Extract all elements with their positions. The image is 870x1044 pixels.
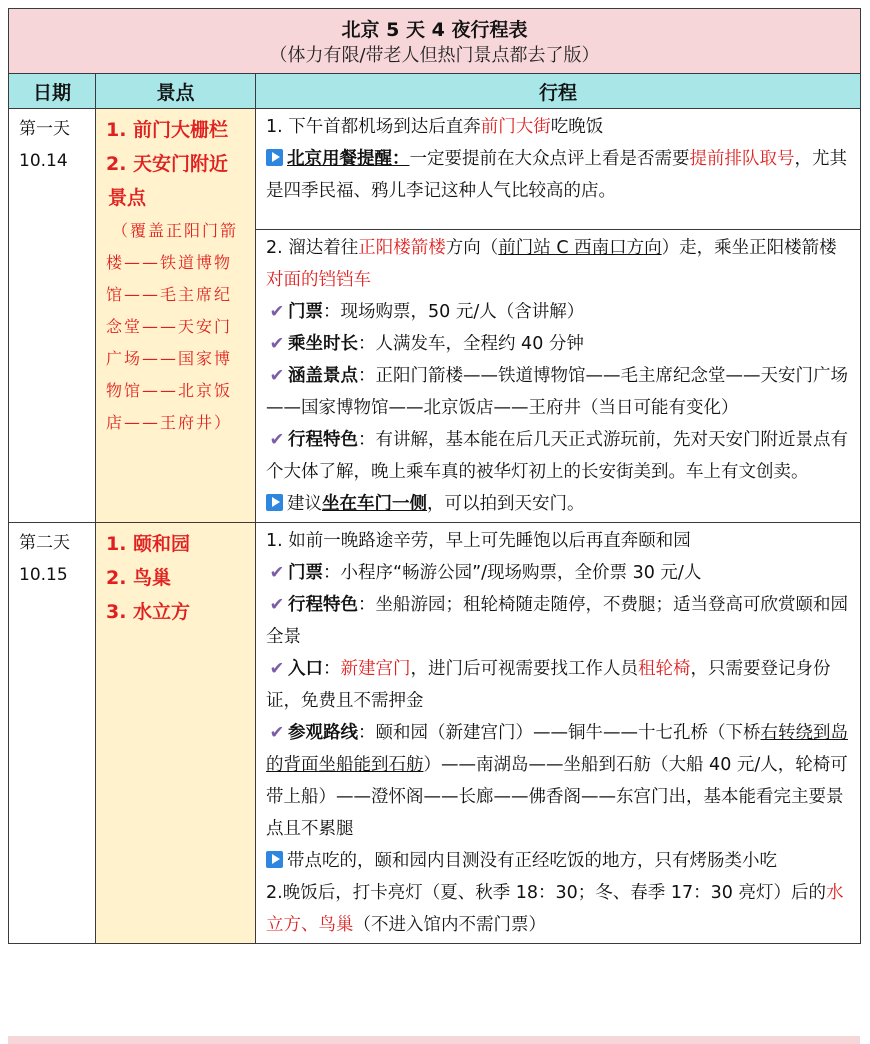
text: 2.晚饭后，打卡亮灯（夏、秋季 18：30；冬、春季 17：30 亮灯）后的 xyxy=(266,883,826,903)
tip-label: 北京用餐提醒： xyxy=(287,149,410,169)
label: 行程特色 xyxy=(288,595,358,615)
day1-spot-detail-2: 楼——铁道博物 xyxy=(106,253,233,272)
day1-date-cell xyxy=(9,109,96,523)
itinerary-table xyxy=(8,8,861,944)
day1-suggestion xyxy=(266,488,852,520)
day1-seg2-line1 xyxy=(266,232,852,296)
day2-entrance xyxy=(266,653,852,717)
text: ）走，乘坐正阳楼箭楼 xyxy=(661,238,837,258)
day2-spots-cell xyxy=(96,523,256,944)
column-header-date: 日期 xyxy=(9,74,96,109)
checkmark-icon: ✔ xyxy=(269,595,285,615)
text-highlight: 新建宫门 xyxy=(340,659,411,679)
checkmark-icon: ✔ xyxy=(269,659,285,679)
day2-itinerary xyxy=(256,523,861,944)
checkmark-icon: ✔ xyxy=(269,366,285,386)
text: ，进门后可视需要找工作人员 xyxy=(410,659,638,679)
text: ，只需要登记身份证，免费且不需押金 xyxy=(266,659,831,711)
label: 门票 xyxy=(288,302,323,322)
day2-date-cell xyxy=(9,523,96,944)
day1-spot-2-cont: 景点 xyxy=(108,187,147,209)
title-row xyxy=(9,9,861,74)
text: ： xyxy=(323,659,341,679)
day2-date: 10.15 xyxy=(19,565,68,585)
day1-spot-detail-1: （覆盖正阳门箭 xyxy=(112,221,239,240)
column-header-spots: 景点 xyxy=(96,74,256,109)
text: 带点吃的，颐和园内目测没有正经吃饭的地方，只有烤肠类小吃 xyxy=(287,851,777,871)
day2-spot-1: 1. 颐和园 xyxy=(106,533,191,555)
text-highlight: 对面的铛铛车 xyxy=(266,270,371,290)
day1-spot-detail-4: 念堂——天安门 xyxy=(106,317,233,336)
label: 涵盖景点 xyxy=(288,366,358,386)
day2-spot-3: 3. 水立方 xyxy=(106,601,191,623)
day1-segment-2 xyxy=(256,230,861,523)
text: （不进入馆内不需门票） xyxy=(353,915,546,935)
text-highlight: 租轮椅 xyxy=(638,659,691,679)
day1-duration xyxy=(266,328,852,360)
checkmark-icon: ✔ xyxy=(269,563,285,583)
checkmark-icon: ✔ xyxy=(269,723,285,743)
text: 一定要提前在大众点评上看是否需要 xyxy=(409,149,690,169)
label: 入口 xyxy=(288,659,323,679)
day2-line2 xyxy=(266,877,852,941)
text-highlight: 提前排队取号 xyxy=(689,149,795,169)
play-icon xyxy=(266,149,283,166)
play-icon xyxy=(266,494,283,511)
label: 行程特色 xyxy=(288,430,358,450)
day1-spot-detail-7: 店——王府井） xyxy=(106,413,233,432)
text: 1. 下午首都机场到达后直奔 xyxy=(266,117,481,137)
day1-seg1-line1 xyxy=(266,111,852,143)
label: 参观路线 xyxy=(288,723,358,743)
text-underline: 右转绕到岛的背面坐船能到石舫 xyxy=(266,723,848,775)
day1-features xyxy=(266,424,852,488)
day1-spot-detail-6: 物馆——北京饭 xyxy=(106,381,233,400)
checkmark-icon: ✔ xyxy=(269,302,285,322)
text-highlight: 水立方、鸟巢 xyxy=(266,883,844,935)
day1-segment-1 xyxy=(256,109,861,230)
text: 建议 xyxy=(287,494,322,514)
text-highlight: 正阳楼箭楼 xyxy=(358,238,446,258)
text: ：颐和园（新建宫门）——铜牛——十七孔桥（下桥 xyxy=(358,723,761,743)
text: ：现场购票，50 元/人（含讲解） xyxy=(323,302,585,322)
text: ，可以拍到天安门。 xyxy=(427,494,585,514)
text: ：正阳门箭楼——铁道博物馆——毛主席纪念堂——天安门广场——国家博物馆——北京饭店——王府井（当日可能有变化） xyxy=(266,366,848,418)
text-highlight: 前门大街 xyxy=(480,117,551,137)
day2-food-tip xyxy=(266,845,852,877)
text-underline: 前门站 C 西南口方向 xyxy=(498,238,662,258)
day1-covered-spots xyxy=(266,360,852,424)
day1-label: 第一天 xyxy=(19,119,70,139)
text: ：人满发车，全程约 40 分钟 xyxy=(358,334,584,354)
day2-row xyxy=(9,523,861,944)
day2-route xyxy=(266,717,852,845)
day2-ticket xyxy=(266,557,852,589)
play-icon xyxy=(266,851,283,868)
text: ：小程序“畅游公园”/现场购票，全价票 30 元/人 xyxy=(323,563,702,583)
day1-spot-detail-5: 广场——国家博 xyxy=(106,349,233,368)
text: ）——南湖岛——坐船到石舫（大船 40 元/人，轮椅可带上船）——澄怀阁——长廊——佛香阁——东宫门出，基本能看完主要景点且不累腿 xyxy=(266,755,848,839)
itinerary-sheet xyxy=(8,8,860,944)
footer-band xyxy=(8,1036,860,1044)
day1-ticket xyxy=(266,296,852,328)
label: 乘坐时长 xyxy=(288,334,358,354)
day2-line1: 1. 如前一晚路途辛劳，早上可先睡饱以后再直奔颐和园 xyxy=(266,531,691,551)
text: 吃晚饭 xyxy=(550,117,604,137)
day1-dining-tip xyxy=(266,143,852,207)
day2-spot-2: 2. 鸟巢 xyxy=(106,567,172,589)
day1-spot-2: 2. 天安门附近 xyxy=(106,153,229,175)
day2-label: 第二天 xyxy=(19,533,70,553)
day1-spot-detail-3: 馆——毛主席纪 xyxy=(106,285,233,304)
day1-row-a xyxy=(9,109,861,230)
text-underline: 坐在车门一侧 xyxy=(322,494,427,514)
text: ：有讲解，基本能在后几天正式游玩前，先对天安门附近景点有个大体了解，晚上乘车真的被华灯初上的长安街美到。车上有文创卖。 xyxy=(266,430,848,482)
day2-features xyxy=(266,589,852,653)
column-header-row xyxy=(9,74,861,109)
text: ：坐船游园；租轮椅随走随停，不费腿；适当登高可欣赏颐和园全景 xyxy=(266,595,848,647)
day1-date: 10.14 xyxy=(19,151,68,171)
text: 2. 溜达着往 xyxy=(266,238,359,258)
checkmark-icon: ✔ xyxy=(269,430,285,450)
title-cell xyxy=(9,9,861,74)
page-title: 北京 5 天 4 夜行程表 xyxy=(341,19,528,41)
label: 门票 xyxy=(288,563,323,583)
day1-spot-1: 1. 前门大栅栏 xyxy=(106,119,229,141)
day1-spots-cell xyxy=(96,109,256,523)
text: ，尤其是四季民福、鸦儿李记这种人气比较高的店。 xyxy=(266,149,847,201)
column-header-itinerary: 行程 xyxy=(256,74,861,109)
page-subtitle: （体力有限/带老人但热门景点都去了版） xyxy=(269,45,600,66)
text: 方向（ xyxy=(445,238,499,258)
checkmark-icon: ✔ xyxy=(269,334,285,354)
